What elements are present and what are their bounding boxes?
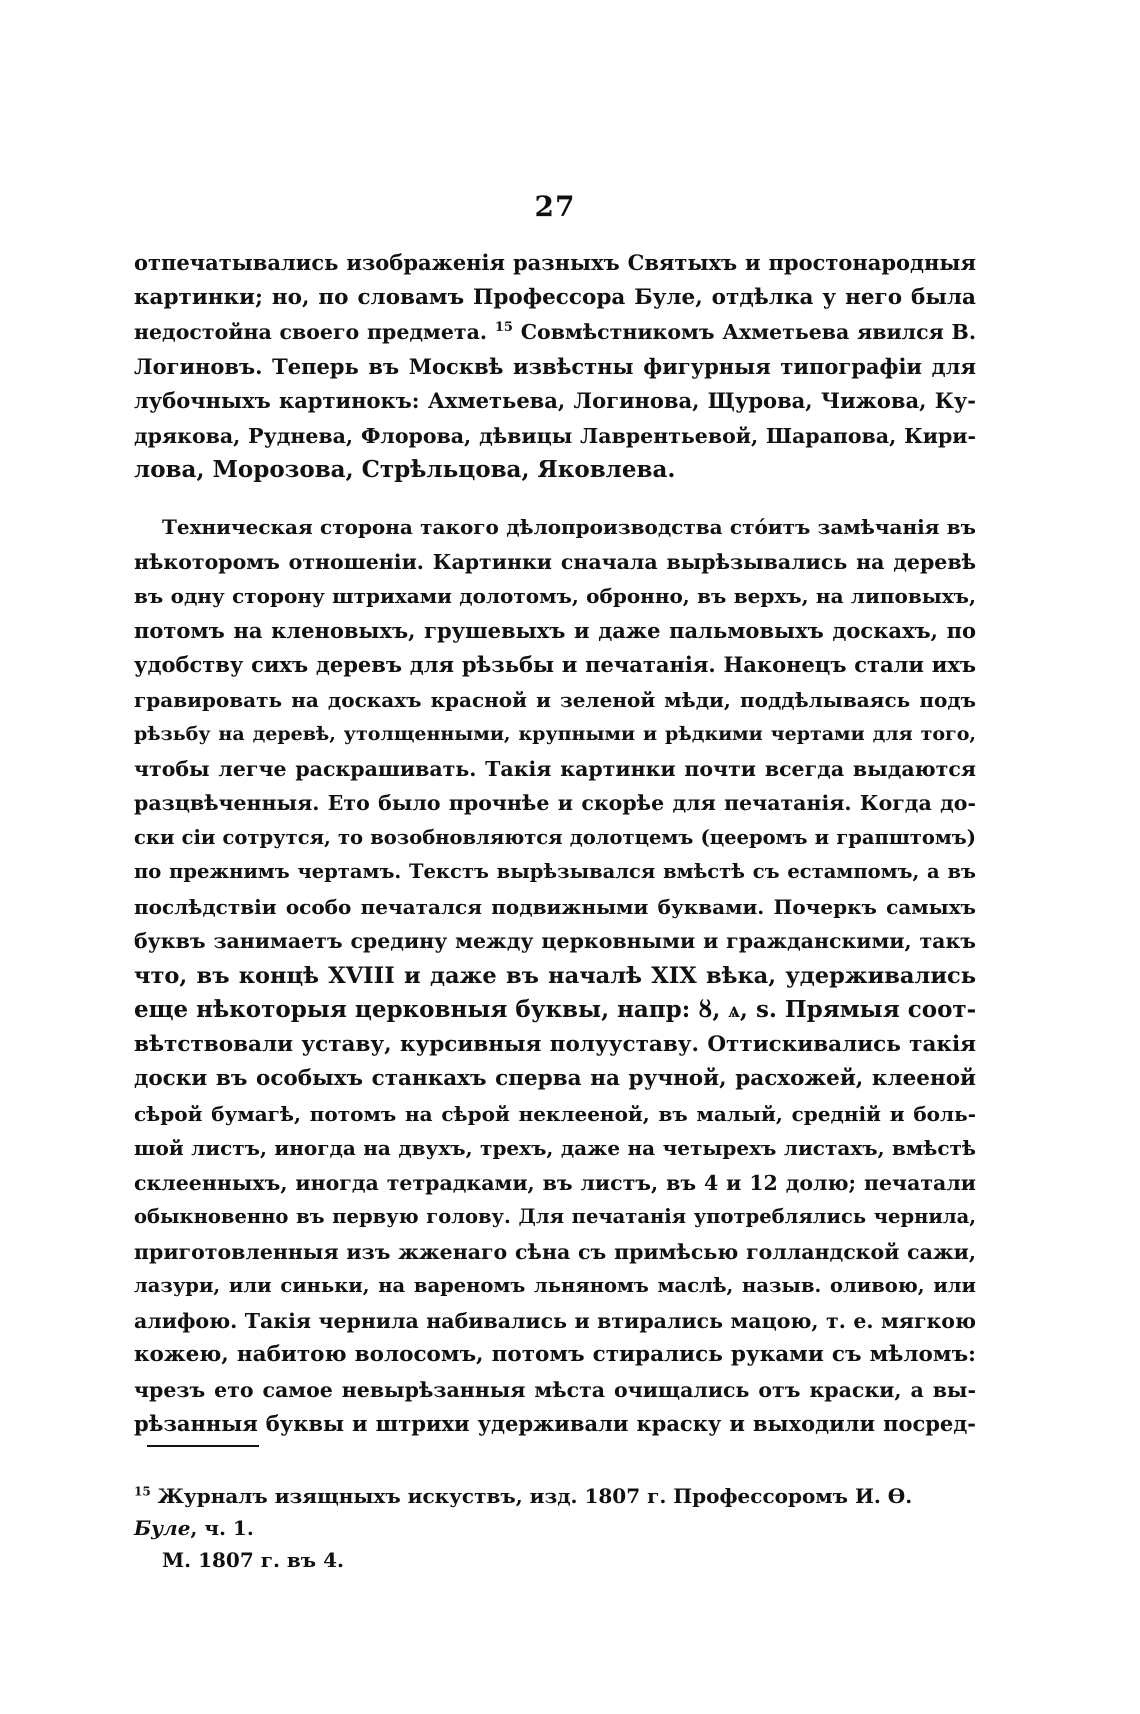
text-line: склеенныхъ, иногда тетрадками, въ листъ, въ 4 и 12 долю; печатали — [134, 1170, 976, 1195]
page-number: 27 — [534, 190, 576, 223]
text-line: картинки; но, по словамъ Профессора Буле, отдѣлка у него была — [134, 284, 976, 310]
text-line: гравировать на доскахъ красной и зеленой мѣди, поддѣлываясь подъ — [134, 687, 976, 712]
text-line: отпечатывались изображенія разныхъ Святыхъ и простонародныя — [134, 250, 976, 275]
text-line: шой листъ, иногда на двухъ, трехъ, даже на четырехъ листахъ, вмѣстѣ — [134, 1136, 976, 1160]
footnote-author: Буле — [134, 1516, 191, 1540]
text-line: потомъ на кленовыхъ, грушевыхъ и даже пальмовыхъ доскахъ, по — [134, 617, 976, 643]
text-line: обыкновенно въ первую голову. Для печатанія употреблялись чернила, — [134, 1205, 976, 1228]
text-line-with-footnote-ref — [134, 315, 976, 350]
paragraph-2 — [134, 510, 976, 1442]
text-line: чтобы легче раскрашивать. Такія картинки почти всегда выдаются — [134, 756, 976, 781]
footnote-reference: 15 — [494, 320, 513, 336]
text-line: рѣзьбу на деревѣ, утолщенными, крупными и рѣдкими чертами для того, — [134, 723, 976, 745]
footnote-line-2: М. 1807 г. въ 4. — [162, 1548, 344, 1572]
text-line: Техническая сторона такого дѣлопроизводства стóитъ замѣчанія въ — [162, 515, 976, 539]
text-line: вѣтствовали уставу, курсивныя полууставу. Оттискивались такія — [134, 1031, 976, 1057]
text-segment: Совмѣстникомъ Ахметьева явился В. — [520, 320, 976, 344]
text-segment: недостойна своего предмета. — [134, 320, 488, 344]
text-line: въ одну сторону штрихами долотомъ, обронно, въ верхъ, на липовыхъ, — [134, 584, 976, 608]
text-line: алифою. Такія чернила набивались и втирались мацою, т. е. мягкою — [134, 1308, 976, 1333]
text-line: дрякова, Руднева, Флорова, дѣвицы Лаврентьевой, Шарапова, Кири- — [134, 423, 976, 448]
footnote-divider — [147, 1445, 259, 1447]
text-line: доски въ особыхъ станкахъ сперва на ручной, расхожей, клееной — [134, 1066, 976, 1091]
text-line: еще нѣкоторыя церковныя буквы, напр: ȣ, ѧ, ѕ. Прямыя соот- — [134, 996, 976, 1023]
text-line: нѣкоторомъ отношеніи. Картинки сначала вырѣзывались на деревѣ — [134, 549, 976, 574]
footnote-mark: 15 — [134, 1484, 151, 1499]
footnote-text: Журналъ изящныхъ искуствъ, изд. 1807 г. Профессоромъ И. Ѳ. — [157, 1484, 913, 1508]
text-line: буквъ занимаетъ средину между церковными и гражданскими, такъ — [134, 929, 976, 953]
text-line: Логиновъ. Теперь въ Москвѣ извѣстны фигурныя типографіи для — [134, 353, 976, 379]
text-line: послѣдствіи особо печатался подвижными буквами. Почеркъ самыхъ — [134, 894, 976, 919]
paragraph-1 — [134, 246, 976, 488]
text-line: лазури, или синьки, на вареномъ льняномъ маслѣ, назыв. оливою, или — [134, 1274, 976, 1297]
text-line: что, въ концѣ XVIII и даже въ началѣ XIX вѣка, удерживались — [134, 962, 976, 989]
text-line: лубочныхъ картинокъ: Ахметьева, Логинова, Щурова, Чижова, Ку- — [134, 388, 976, 413]
text-line: лова, Морозова, Стрѣльцова, Яковлева. — [134, 456, 676, 483]
text-line: удобству сихъ деревъ для рѣзьбы и печатанія. Наконецъ стали ихъ — [134, 652, 976, 677]
text-line: кожею, набитою волосомъ, потомъ стирались руками съ мѣломъ: — [134, 1342, 976, 1367]
text-line: разцвѣченныя. Ето было прочнѣе и скорѣе для печатанія. Когда до- — [134, 791, 976, 815]
text-line: приготовленныя изъ жженаго сѣна съ примѣсью голландской сажи, — [134, 1239, 976, 1264]
text-line: чрезъ ето самое невырѣзанныя мѣста очищались отъ краски, а вы- — [134, 1377, 976, 1402]
footnote-text: , ч. 1. — [190, 1516, 254, 1540]
text-line: по прежнимъ чертамъ. Текстъ вырѣзывался вмѣстѣ съ естампомъ, а въ — [134, 860, 976, 883]
text-line: рѣзанныя буквы и штрихи удерживали краску и выходили посред- — [134, 1411, 976, 1436]
footnote — [134, 1480, 976, 1576]
text-line: сѣрой бумагѣ, потомъ на сѣрой неклееной, въ малый, средній и боль- — [134, 1101, 976, 1126]
text-line: ски сіи сотрутся, то возобновляются долотцемъ (цееромъ и грапштомъ) — [134, 825, 976, 849]
